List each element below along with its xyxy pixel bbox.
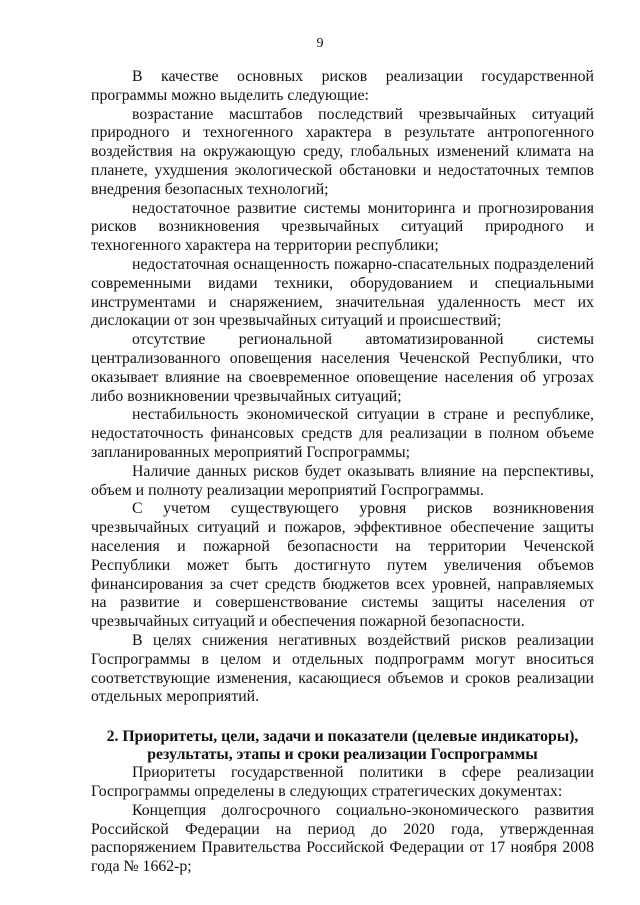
page-number: 9 (316, 36, 324, 51)
paragraph-risk-emergency-scale: возрастание масштабов последствий чрезвычайных ситуаций природного и техногенного характера в результате антропогенного воздействия на окружающую среду, глобальных изменений климата на планете, ухудшения экологической обстановки и недостаточных темпов внедрения безопасных технологий; (91, 105, 594, 198)
document-body (91, 68, 594, 877)
paragraph-program-changes: В целях снижения негативных воздействий рисков реализации Госпрограммы в целом и отдельных подпрограмм могут вноситься соответствующие изменения, касающиеся объемов и сроков реализации отдельных мероприятий. (91, 631, 594, 706)
paragraph-risk-mitigation: С учетом существующего уровня рисков возникновения чрезвычайных ситуаций и пожаров, эффективное обеспечение защиты населения и пожарной безопасности на территории Чеченской Республики может быть достигнуто путем увеличения объемов финансирования за счет средств бюджетов всех уровней, направляемых на развитие и совершенствование системы защиты населения от чрезвычайных ситуаций и обеспечения пожарной безопасности. (91, 500, 594, 631)
section-heading-line-2: результаты, этапы и сроки реализации Госпрограммы (147, 745, 538, 763)
paragraph-risk-economy: нестабильность экономической ситуации в стране и республике, недостаточность финансовых средств для реализации в полном объеме запланированных мероприятий Госпрограммы; (91, 406, 594, 461)
paragraph-risk-monitoring: недостаточное развитие системы мониторинга и прогнозирования рисков возникновения чрезвычайных ситуаций природного и техногенного характера на территории республики; (91, 199, 594, 255)
paragraph-risk-impact: Наличие данных рисков будет оказывать влияние на перспективы, объем и полноту реализации мероприятий Госпрограммы. (91, 462, 594, 499)
paragraph-risks-intro: В качестве основных рисков реализации государственной программы можно выделить следующие: (91, 68, 594, 104)
paragraph-risk-warning-system: отсутствие региональной автоматизированной системы централизованного оповещения населения Чеченской Республики, что оказывает влияние на своевременное оповещение населения об угрозах либо возникновении чрезвычайных ситуаций; (91, 331, 594, 405)
paragraph-priorities: Приоритеты государственной политики в сфере реализации Госпрограммы определены в следующих стратегических документах: (91, 764, 594, 801)
paragraph-concept: Концепция долгосрочного социально-экономического развития Российской Федерации на период до 2020 года, утвержденная распоряжением Правительства Российской Федерации от 17 ноября 2008 года № 1662-р; (91, 801, 594, 876)
paragraph-risk-equipment: недостаточная оснащенность пожарно-спасательных подразделений современными видами техники, оборудованием и специальными инструментами и снаряжением, значительная удаленность мест их дислокации от зон чрезвычайных ситуаций и происшествий; (91, 255, 594, 330)
section-heading-line-1: 2. Приоритеты, цели, задачи и показатели (целевые индикаторы), (106, 728, 579, 746)
section-heading (91, 728, 594, 763)
